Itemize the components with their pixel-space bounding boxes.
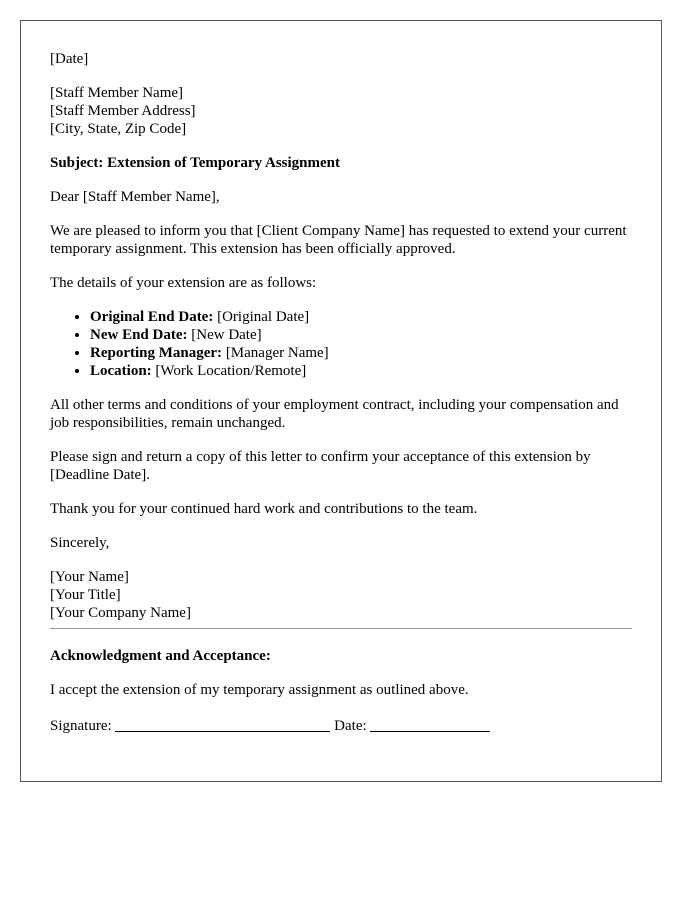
detail-label: Location: — [90, 363, 152, 379]
sender-name: [Your Name] — [50, 569, 129, 585]
details-intro: The details of your extension are as follows: — [50, 275, 317, 291]
acknowledgment-heading: Acknowledgment and Acceptance: — [50, 648, 271, 664]
detail-label: Reporting Manager: — [90, 345, 223, 361]
date-line[interactable] — [370, 717, 490, 732]
extension-details-list — [50, 308, 632, 380]
sender-block — [50, 568, 632, 622]
signature-label: Signature: — [50, 718, 112, 734]
detail-value: [Work Location/Remote] — [151, 363, 307, 379]
detail-original-end-date — [90, 308, 632, 326]
detail-new-end-date — [90, 326, 632, 344]
thanks-paragraph: Thank you for your continued hard work and contributions to the team. — [50, 501, 478, 517]
letter-subject: Subject: Extension of Temporary Assignment — [50, 155, 341, 171]
letter-closing: Sincerely, — [50, 535, 110, 551]
recipient-city-state-zip: [City, State, Zip Code] — [50, 121, 187, 137]
recipient-address-block — [50, 84, 632, 138]
detail-value: [Original Date] — [213, 309, 310, 325]
sender-company: [Your Company Name] — [50, 605, 191, 621]
detail-label: Original End Date: — [90, 309, 214, 325]
detail-reporting-manager — [90, 344, 632, 362]
section-divider — [50, 628, 632, 629]
letter-intro-paragraph: We are pleased to inform you that [Client Company Name] has requested to extend your current temporary assignment. This extension has been officially approved. — [50, 223, 627, 257]
letter-date: [Date] — [50, 51, 89, 67]
detail-value: [New Date] — [187, 327, 262, 343]
detail-value: [Manager Name] — [222, 345, 329, 361]
recipient-name: [Staff Member Name] — [50, 85, 184, 101]
signature-row — [50, 715, 632, 735]
terms-paragraph: All other terms and conditions of your employment contract, including your compensation and job responsibilities, remain unchanged. — [50, 397, 619, 431]
detail-location — [90, 362, 632, 380]
letter-document — [20, 20, 662, 782]
instructions-paragraph: Please sign and return a copy of this letter to confirm your acceptance of this extension by [Deadline Date]. — [50, 449, 591, 483]
sender-title: [Your Title] — [50, 587, 121, 603]
signature-line[interactable] — [115, 717, 330, 732]
letter-greeting: Dear [Staff Member Name], — [50, 189, 220, 205]
detail-label: New End Date: — [90, 327, 188, 343]
date-label: Date: — [334, 718, 367, 734]
recipient-address: [Staff Member Address] — [50, 103, 196, 119]
acknowledgment-statement: I accept the extension of my temporary assignment as outlined above. — [50, 682, 469, 698]
